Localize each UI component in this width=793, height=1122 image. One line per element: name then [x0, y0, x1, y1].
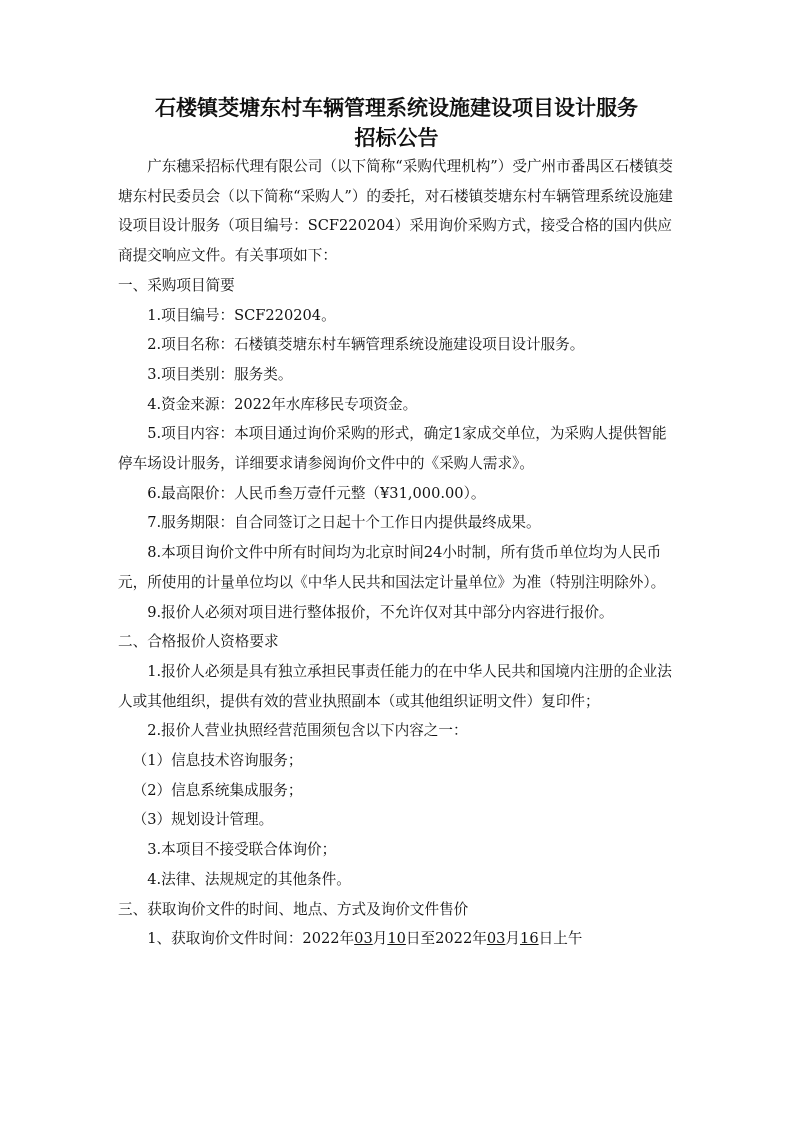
list-item: 1.报价人必须是具有独立承担民事责任能力的在中华人民共和国境内注册的企业法人或其他组织，提供有效的营业执照副本（或其他组织证明文件）复印件； — [118, 662, 672, 710]
document-subtitle: 招标公告 — [354, 125, 439, 150]
document-body — [118, 152, 678, 954]
list-item: 4.法律、法规规定的其他条件。 — [147, 870, 351, 888]
list-item: 7.服务期限：自合同签订之日起十个工作日内提供最终成果。 — [147, 514, 541, 532]
document-title: 石楼镇茭塘东村车辆管理系统设施建设项目设计服务 — [155, 95, 638, 120]
sub-list-item: （3）规划设计管理。 — [132, 811, 274, 829]
sub-list-item: （1）信息技术咨询服务； — [132, 752, 303, 770]
acquisition-time-line — [118, 924, 678, 954]
section-heading: 一、采购项目简要 — [118, 276, 235, 294]
end-day: 16 — [520, 930, 539, 948]
text-suffix: 日上午 — [538, 930, 583, 948]
list-item: 4.资金来源：2022年水库移民专项资金。 — [147, 395, 418, 413]
sub-list-item: （2）信息系统集成服务； — [132, 781, 303, 799]
list-item: 3.本项目不接受联合体询价； — [147, 841, 337, 859]
section-heading: 二、合格报价人资格要求 — [118, 633, 279, 651]
end-month: 03 — [486, 930, 506, 948]
intro-paragraph: 广东穗采招标代理有限公司（以下简称“采购代理机构”）受广州市番禺区石楼镇茭塘东村民委员会（以下简称“采购人”）的委托，对石楼镇茭塘东村车辆管理系统设施建设项目设计服务（项目编号：SCF220204）采用询价采购方式，接受合格的国内供应商提交响应文件。有关事项如下： — [118, 158, 673, 265]
text-to: 日至2022年 — [405, 930, 487, 948]
section-heading: 三、获取询价文件的时间、地点、方式及询价文件售价 — [118, 900, 469, 918]
start-month: 03 — [354, 930, 373, 948]
list-item: 1.项目编号：SCF220204。 — [147, 306, 336, 324]
list-item: 9.报价人必须对项目进行整体报价，不允许仅对其中部分内容进行报价。 — [147, 603, 614, 621]
list-item: 3.项目类别：服务类。 — [147, 365, 293, 383]
list-item: 2.项目名称：石楼镇茭塘东村车辆管理系统设施建设项目设计服务。 — [147, 336, 585, 354]
list-item: 6.最高限价：人民币叁万壹仟元整（¥31,000.00）。 — [147, 484, 486, 502]
start-day: 10 — [387, 930, 406, 948]
list-item: 5.项目内容：本项目通过询价采购的形式，确定1家成交单位，为采购人提供智能停车场设计服务，详细要求请参阅询价文件中的《采购人需求》。 — [118, 425, 667, 473]
month-char: 月 — [505, 930, 521, 948]
list-item: 8.本项目询价文件中所有时间均为北京时间24小时制，所有货币单位均为人民币元，所使用的计量单位均以《中华人民共和国法定计量单位》为准（特别注明除外）。 — [118, 544, 666, 591]
month-char: 月 — [372, 930, 388, 948]
text-prefix: 1、获取询价文件时间：2022年 — [147, 930, 355, 948]
list-item: 2.报价人营业执照经营范围须包含以下内容之一： — [147, 722, 468, 740]
